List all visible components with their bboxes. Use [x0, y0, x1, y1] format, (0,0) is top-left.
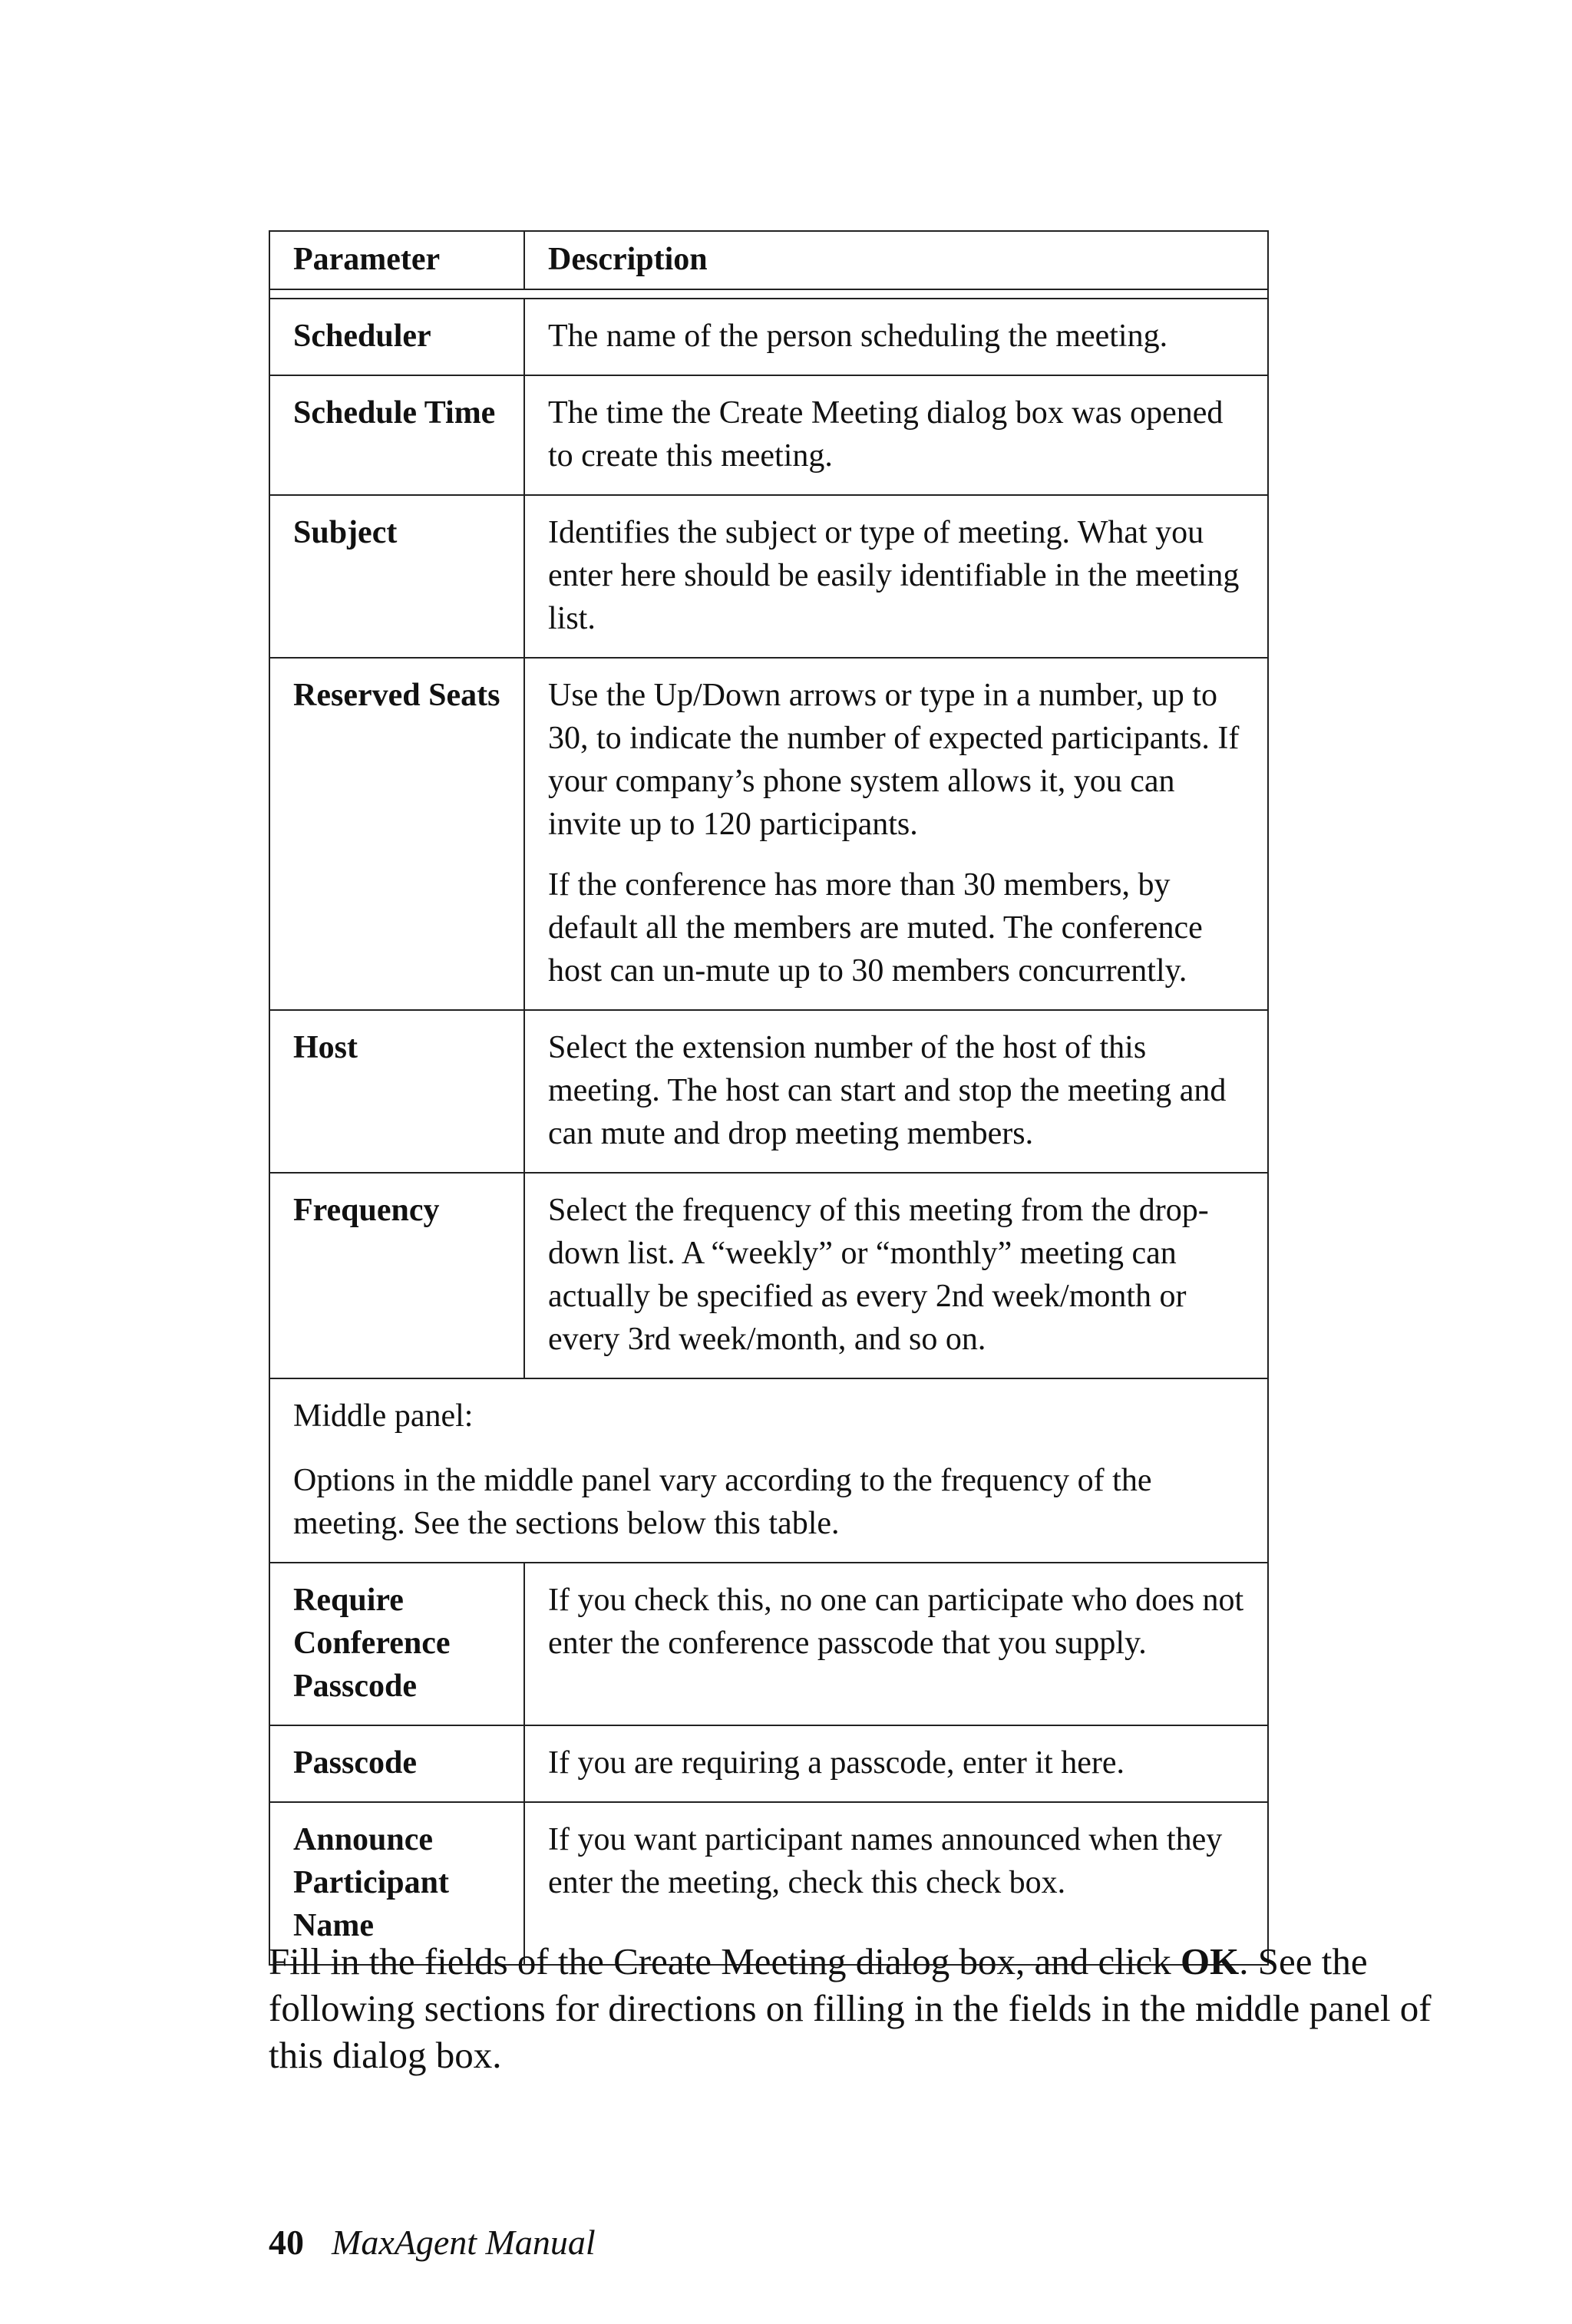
- middle-panel-label: Middle panel:: [293, 1398, 474, 1434]
- middle-panel-cell: [270, 1379, 1267, 1562]
- description-paragraph: Select the extension number of the host of this meeting. The host can start and stop the meeting and can mute and drop meeting members.: [548, 1030, 1227, 1151]
- parameter-description: [525, 659, 1267, 1009]
- table-rows-top: [270, 298, 1267, 1378]
- body-text-ok: OK: [1180, 1940, 1240, 1982]
- table-row: [270, 298, 1267, 375]
- page-number: 40: [269, 2223, 304, 2262]
- body-paragraph: [269, 1938, 1451, 2078]
- middle-panel-text: Options in the middle panel vary according to the frequency of the meeting. See the sections below this table.: [293, 1463, 1152, 1541]
- table-row: [270, 1009, 1267, 1172]
- parameter-description: [525, 1726, 1267, 1801]
- body-text-end: . See the following sections for directions on filling in the fields in the middle panel of this dialog box.: [269, 1940, 1432, 2076]
- parameter-name: Announce Participant Name: [270, 1803, 525, 1964]
- parameter-description: [525, 1563, 1267, 1725]
- parameter-name: Schedule Time: [270, 376, 525, 494]
- table-rows-bottom: [270, 1562, 1267, 1964]
- description-paragraph: If the conference has more than 30 members, by default all the members are muted. The conference host can un-mute up to 30 members concurrently.: [548, 867, 1203, 989]
- parameter-name: Subject: [270, 496, 525, 657]
- parameter-description: [525, 1011, 1267, 1172]
- header-parameter: Parameter: [270, 232, 525, 289]
- description-paragraph: If you want participant names announced when they enter the meeting, check this check box.: [548, 1822, 1223, 1900]
- table-row: [270, 1725, 1267, 1801]
- description-paragraph: If you check this, no one can participate who does not enter the conference passcode that you supply.: [548, 1583, 1244, 1661]
- table-row: [270, 1562, 1267, 1725]
- parameter-name: Reserved Seats: [270, 659, 525, 1009]
- middle-panel-row: [270, 1378, 1267, 1562]
- parameter-name: Frequency: [270, 1174, 525, 1378]
- parameter-name: Passcode: [270, 1726, 525, 1801]
- table-row: [270, 494, 1267, 657]
- table-row: [270, 375, 1267, 494]
- description-paragraph: The time the Create Meeting dialog box was opened to create this meeting.: [548, 395, 1224, 474]
- parameter-name: Scheduler: [270, 299, 525, 375]
- table-row: [270, 657, 1267, 1009]
- description-paragraph: Use the Up/Down arrows or type in a number, up to 30, to indicate the number of expected participants. If your company’s phone system allows it, you can invite up to 120 participants.: [548, 678, 1240, 842]
- manual-title: MaxAgent Manual: [332, 2223, 596, 2262]
- page-footer: [269, 2222, 596, 2263]
- table-header-row: [270, 232, 1267, 290]
- table-row: [270, 1172, 1267, 1378]
- description-paragraph: Identifies the subject or type of meeting. What you enter here should be easily identifiable in the meeting list.: [548, 515, 1240, 636]
- parameter-description: [525, 496, 1267, 657]
- parameter-table: [269, 230, 1269, 1966]
- parameter-description: [525, 1174, 1267, 1378]
- parameter-name: Require Conference Passcode: [270, 1563, 525, 1725]
- body-text-start: Fill in the fields of the Create Meeting dialog box, and click: [269, 1940, 1181, 1982]
- parameter-description: [525, 376, 1267, 494]
- header-description: Description: [548, 242, 708, 277]
- parameter-description: [525, 299, 1267, 375]
- parameter-name: Host: [270, 1011, 525, 1172]
- description-paragraph: Select the frequency of this meeting from the drop-down list. A “weekly” or “monthly” meeting can actually be specified as every 2nd week/month or every 3rd week/month, and so on.: [548, 1193, 1209, 1357]
- description-paragraph: The name of the person scheduling the meeting.: [548, 319, 1168, 354]
- description-paragraph: If you are requiring a passcode, enter it here.: [548, 1745, 1125, 1781]
